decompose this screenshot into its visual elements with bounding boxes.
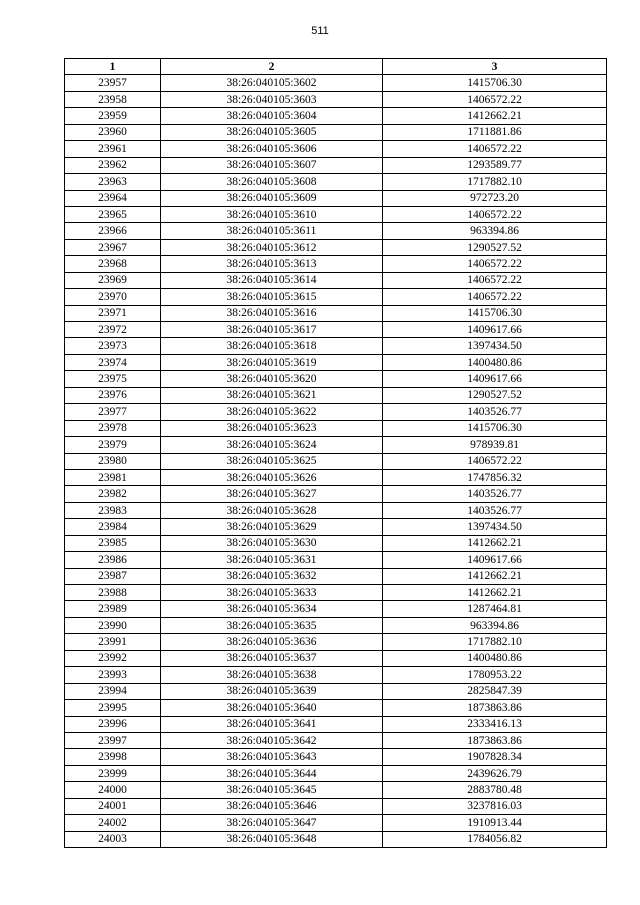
value-cell: 1406572.22	[383, 289, 607, 305]
row-number-cell: 23984	[65, 519, 161, 535]
value-cell: 1711881.86	[383, 124, 607, 140]
table-row	[65, 420, 607, 436]
row-number-cell: 23970	[65, 289, 161, 305]
cadastral-table	[64, 58, 607, 848]
value-cell: 1873863.86	[383, 732, 607, 748]
row-number-cell: 23997	[65, 732, 161, 748]
row-number-cell: 24000	[65, 782, 161, 798]
table-row	[65, 387, 607, 403]
table-row	[65, 453, 607, 469]
value-cell: 1400480.86	[383, 354, 607, 370]
value-cell: 1415706.30	[383, 75, 607, 91]
row-number-cell: 23969	[65, 272, 161, 288]
value-cell: 2825847.39	[383, 683, 607, 699]
value-cell: 1784056.82	[383, 831, 607, 847]
table-row	[65, 601, 607, 617]
cadastral-number-cell: 38:26:040105:3622	[161, 404, 383, 420]
table-row	[65, 552, 607, 568]
cadastral-number-cell: 38:26:040105:3613	[161, 256, 383, 272]
cadastral-number-cell: 38:26:040105:3646	[161, 798, 383, 814]
table-row	[65, 354, 607, 370]
value-cell: 1409617.66	[383, 552, 607, 568]
column-header-1: 1	[65, 59, 161, 75]
value-cell: 1415706.30	[383, 420, 607, 436]
table-row	[65, 486, 607, 502]
table-row	[65, 206, 607, 222]
value-cell: 1290527.52	[383, 387, 607, 403]
value-cell: 978939.81	[383, 437, 607, 453]
row-number-cell: 23982	[65, 486, 161, 502]
cadastral-number-cell: 38:26:040105:3639	[161, 683, 383, 699]
table-row	[65, 798, 607, 814]
row-number-cell: 23978	[65, 420, 161, 436]
cadastral-number-cell: 38:26:040105:3612	[161, 239, 383, 255]
row-number-cell: 23972	[65, 322, 161, 338]
cadastral-number-cell: 38:26:040105:3645	[161, 782, 383, 798]
value-cell: 1406572.22	[383, 141, 607, 157]
row-number-cell: 23964	[65, 190, 161, 206]
row-number-cell: 23958	[65, 91, 161, 107]
table-row	[65, 289, 607, 305]
table-row	[65, 716, 607, 732]
table-row	[65, 75, 607, 91]
cadastral-number-cell: 38:26:040105:3640	[161, 700, 383, 716]
value-cell: 2439626.79	[383, 765, 607, 781]
row-number-cell: 23975	[65, 371, 161, 387]
value-cell: 1397434.50	[383, 519, 607, 535]
cadastral-number-cell: 38:26:040105:3616	[161, 305, 383, 321]
row-number-cell: 23979	[65, 437, 161, 453]
cadastral-number-cell: 38:26:040105:3607	[161, 157, 383, 173]
row-number-cell: 23988	[65, 585, 161, 601]
cadastral-number-cell: 38:26:040105:3635	[161, 617, 383, 633]
row-number-cell: 23983	[65, 502, 161, 518]
value-cell: 963394.86	[383, 223, 607, 239]
header-row	[65, 59, 607, 75]
row-number-cell: 23992	[65, 650, 161, 666]
row-number-cell: 23995	[65, 700, 161, 716]
table-row	[65, 437, 607, 453]
row-number-cell: 23996	[65, 716, 161, 732]
row-number-cell: 23991	[65, 634, 161, 650]
table-row	[65, 124, 607, 140]
table-row	[65, 667, 607, 683]
row-number-cell: 23963	[65, 174, 161, 190]
table-row	[65, 519, 607, 535]
row-number-cell: 23959	[65, 108, 161, 124]
table-row	[65, 141, 607, 157]
cadastral-number-cell: 38:26:040105:3618	[161, 338, 383, 354]
value-cell: 1412662.21	[383, 585, 607, 601]
value-cell: 972723.20	[383, 190, 607, 206]
value-cell: 1406572.22	[383, 256, 607, 272]
table-row	[65, 108, 607, 124]
table-row	[65, 502, 607, 518]
cadastral-number-cell: 38:26:040105:3636	[161, 634, 383, 650]
value-cell: 1287464.81	[383, 601, 607, 617]
cadastral-number-cell: 38:26:040105:3611	[161, 223, 383, 239]
table-row	[65, 404, 607, 420]
page-number: 511	[311, 25, 329, 37]
cadastral-number-cell: 38:26:040105:3609	[161, 190, 383, 206]
table-row	[65, 174, 607, 190]
table-row	[65, 469, 607, 485]
cadastral-number-cell: 38:26:040105:3617	[161, 322, 383, 338]
cadastral-number-cell: 38:26:040105:3630	[161, 535, 383, 551]
value-cell: 2883780.48	[383, 782, 607, 798]
cadastral-number-cell: 38:26:040105:3642	[161, 732, 383, 748]
cadastral-number-cell: 38:26:040105:3648	[161, 831, 383, 847]
value-cell: 1409617.66	[383, 322, 607, 338]
value-cell: 1409617.66	[383, 371, 607, 387]
row-number-cell: 23990	[65, 617, 161, 633]
value-cell: 1717882.10	[383, 634, 607, 650]
row-number-cell: 23957	[65, 75, 161, 91]
row-number-cell: 23994	[65, 683, 161, 699]
table-row	[65, 700, 607, 716]
row-number-cell: 23968	[65, 256, 161, 272]
row-number-cell: 23961	[65, 141, 161, 157]
value-cell: 1406572.22	[383, 206, 607, 222]
table-row	[65, 157, 607, 173]
table-body	[65, 75, 607, 848]
row-number-cell: 23993	[65, 667, 161, 683]
table-row	[65, 223, 607, 239]
table-row	[65, 322, 607, 338]
value-cell: 2333416.13	[383, 716, 607, 732]
row-number-cell: 23989	[65, 601, 161, 617]
cadastral-number-cell: 38:26:040105:3632	[161, 568, 383, 584]
cadastral-number-cell: 38:26:040105:3606	[161, 141, 383, 157]
row-number-cell: 23973	[65, 338, 161, 354]
cadastral-number-cell: 38:26:040105:3615	[161, 289, 383, 305]
cadastral-number-cell: 38:26:040105:3641	[161, 716, 383, 732]
value-cell: 1873863.86	[383, 700, 607, 716]
value-cell: 1412662.21	[383, 108, 607, 124]
column-header-2: 2	[161, 59, 383, 75]
table-row	[65, 732, 607, 748]
value-cell: 1406572.22	[383, 272, 607, 288]
cadastral-number-cell: 38:26:040105:3647	[161, 815, 383, 831]
table-row	[65, 765, 607, 781]
cadastral-number-cell: 38:26:040105:3627	[161, 486, 383, 502]
value-cell: 1910913.44	[383, 815, 607, 831]
cadastral-number-cell: 38:26:040105:3634	[161, 601, 383, 617]
cadastral-number-cell: 38:26:040105:3605	[161, 124, 383, 140]
table-row	[65, 190, 607, 206]
table-row	[65, 91, 607, 107]
value-cell: 1717882.10	[383, 174, 607, 190]
cadastral-number-cell: 38:26:040105:3602	[161, 75, 383, 91]
value-cell: 1397434.50	[383, 338, 607, 354]
value-cell: 1747856.32	[383, 469, 607, 485]
row-number-cell: 23966	[65, 223, 161, 239]
row-number-cell: 23971	[65, 305, 161, 321]
table-row	[65, 272, 607, 288]
row-number-cell: 23965	[65, 206, 161, 222]
table-row	[65, 239, 607, 255]
value-cell: 1406572.22	[383, 453, 607, 469]
cadastral-number-cell: 38:26:040105:3608	[161, 174, 383, 190]
cadastral-number-cell: 38:26:040105:3619	[161, 354, 383, 370]
row-number-cell: 23974	[65, 354, 161, 370]
table-row	[65, 782, 607, 798]
cadastral-number-cell: 38:26:040105:3624	[161, 437, 383, 453]
value-cell: 1780953.22	[383, 667, 607, 683]
table-row	[65, 305, 607, 321]
cadastral-number-cell: 38:26:040105:3614	[161, 272, 383, 288]
value-cell: 1907828.34	[383, 749, 607, 765]
column-header-3: 3	[383, 59, 607, 75]
row-number-cell: 23980	[65, 453, 161, 469]
value-cell: 1290527.52	[383, 239, 607, 255]
cadastral-number-cell: 38:26:040105:3625	[161, 453, 383, 469]
table-row	[65, 338, 607, 354]
cadastral-number-cell: 38:26:040105:3628	[161, 502, 383, 518]
cadastral-number-cell: 38:26:040105:3643	[161, 749, 383, 765]
table-row	[65, 256, 607, 272]
table-row	[65, 535, 607, 551]
cadastral-number-cell: 38:26:040105:3623	[161, 420, 383, 436]
row-number-cell: 23967	[65, 239, 161, 255]
row-number-cell: 23976	[65, 387, 161, 403]
value-cell: 963394.86	[383, 617, 607, 633]
value-cell: 1403526.77	[383, 404, 607, 420]
cadastral-number-cell: 38:26:040105:3621	[161, 387, 383, 403]
value-cell: 1415706.30	[383, 305, 607, 321]
cadastral-number-cell: 38:26:040105:3644	[161, 765, 383, 781]
value-cell: 1293589.77	[383, 157, 607, 173]
row-number-cell: 24003	[65, 831, 161, 847]
table-row	[65, 585, 607, 601]
cadastral-number-cell: 38:26:040105:3638	[161, 667, 383, 683]
row-number-cell: 23962	[65, 157, 161, 173]
row-number-cell: 23960	[65, 124, 161, 140]
row-number-cell: 23977	[65, 404, 161, 420]
cadastral-number-cell: 38:26:040105:3604	[161, 108, 383, 124]
cadastral-number-cell: 38:26:040105:3633	[161, 585, 383, 601]
cadastral-number-cell: 38:26:040105:3631	[161, 552, 383, 568]
cadastral-number-cell: 38:26:040105:3626	[161, 469, 383, 485]
row-number-cell: 23985	[65, 535, 161, 551]
row-number-cell: 23987	[65, 568, 161, 584]
row-number-cell: 24001	[65, 798, 161, 814]
row-number-cell: 23986	[65, 552, 161, 568]
value-cell: 1400480.86	[383, 650, 607, 666]
row-number-cell: 24002	[65, 815, 161, 831]
cadastral-number-cell: 38:26:040105:3620	[161, 371, 383, 387]
table-row	[65, 617, 607, 633]
value-cell: 1403526.77	[383, 502, 607, 518]
table-header	[65, 59, 607, 75]
table-row	[65, 568, 607, 584]
table-row	[65, 650, 607, 666]
cadastral-number-cell: 38:26:040105:3603	[161, 91, 383, 107]
cadastral-number-cell: 38:26:040105:3629	[161, 519, 383, 535]
table-row	[65, 634, 607, 650]
cadastral-number-cell: 38:26:040105:3610	[161, 206, 383, 222]
value-cell: 1403526.77	[383, 486, 607, 502]
value-cell: 3237816.03	[383, 798, 607, 814]
table-row	[65, 815, 607, 831]
table-row	[65, 831, 607, 847]
row-number-cell: 23999	[65, 765, 161, 781]
row-number-cell: 23981	[65, 469, 161, 485]
table-row	[65, 683, 607, 699]
value-cell: 1406572.22	[383, 91, 607, 107]
value-cell: 1412662.21	[383, 535, 607, 551]
cadastral-number-cell: 38:26:040105:3637	[161, 650, 383, 666]
table-row	[65, 749, 607, 765]
table-row	[65, 371, 607, 387]
row-number-cell: 23998	[65, 749, 161, 765]
value-cell: 1412662.21	[383, 568, 607, 584]
